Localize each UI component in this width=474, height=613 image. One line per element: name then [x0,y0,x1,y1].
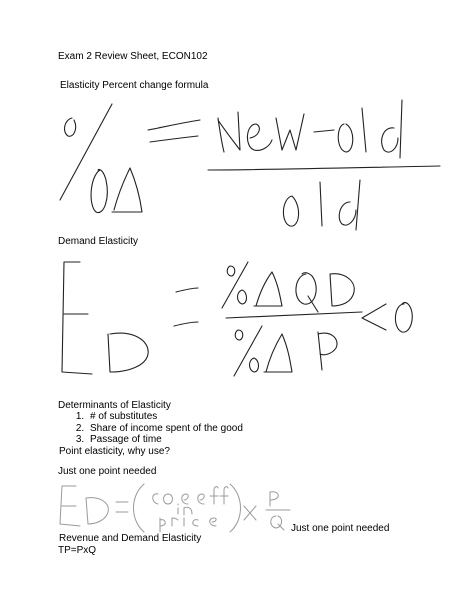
list-item: 3. Passage of time [87,434,243,446]
total-revenue-formula: TP=PxQ [58,545,97,556]
page-title: Exam 2 Review Sheet, ECON102 [58,51,208,62]
point-note-side: Just one point needed [291,523,390,534]
demand-elasticity-heading: Demand Elasticity [58,236,139,247]
point-note: Just one point needed [58,466,157,477]
list-item: 1. # of substitutes [87,411,243,423]
determinants-heading: Determinants of Elasticity [58,400,171,411]
elasticity-formula-heading: Elasticity Percent change formula [60,80,209,91]
revenue-heading: Revenue and Demand Elasticity [59,533,202,544]
point-elasticity-question: Point elasticity, why use? [59,446,170,457]
list-item: 2. Share of income spent of the good [87,423,243,435]
